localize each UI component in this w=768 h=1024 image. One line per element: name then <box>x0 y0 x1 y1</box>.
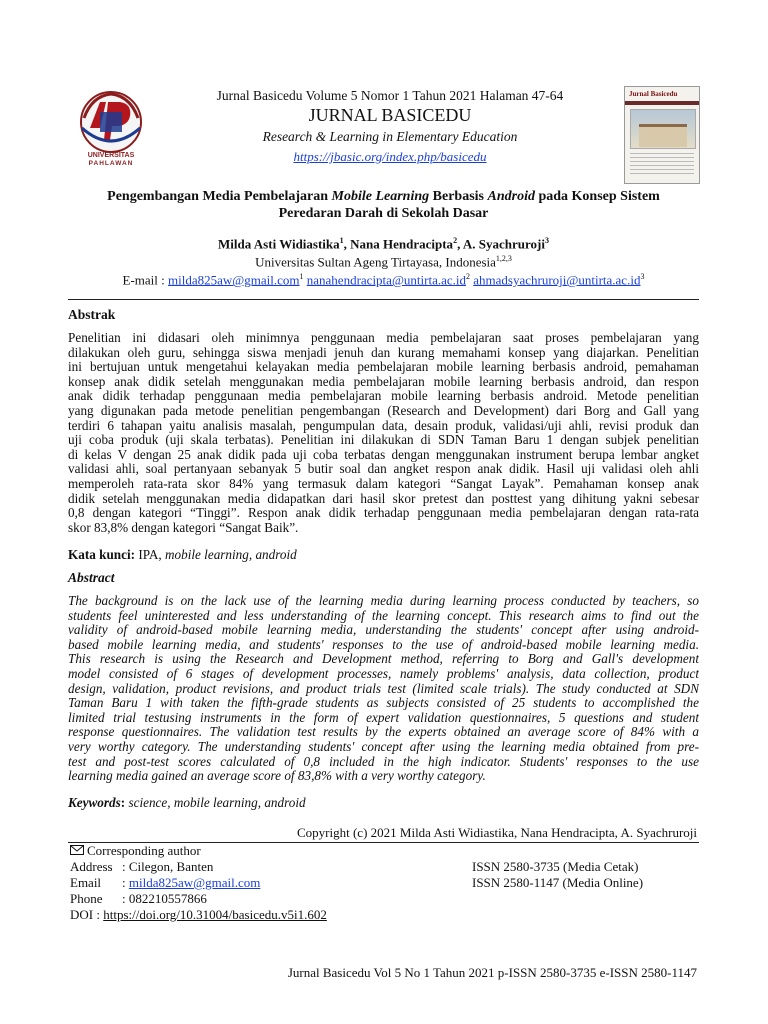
divider-top <box>68 299 699 300</box>
doi-link[interactable]: https://doi.org/10.31004/basicedu.v5i1.602 <box>103 907 327 922</box>
title-ital1: Mobile Learning <box>331 189 430 204</box>
copyright: Copyright (c) 2021 Milda Asti Widiastika, Nana Hendracipta, A. Syachruroji <box>297 825 697 840</box>
title-ital2: Android <box>487 189 535 204</box>
email-row <box>70 875 260 891</box>
abstract-line: This research is using the Research and Development method, referring to Borg and Gall's development <box>68 652 699 667</box>
university-logo <box>70 88 152 172</box>
email-row-label: Email <box>70 875 102 890</box>
author2: Nana Hendracipta <box>350 236 454 252</box>
running-footer: Jurnal Basicedu Vol 5 No 1 Tahun 2021 p-ISSN 2580-3735 e-ISSN 2580-1147 <box>287 965 697 980</box>
abstrak-line: 0,8 dengan kategori “Tinggi”. Respon anak didik terhadap penggunaan media pembelajaran dengan rata-rata <box>68 506 699 521</box>
title-part3: pada Konsep Sistem <box>534 189 660 204</box>
cover-band <box>625 101 699 105</box>
author1: Milda Asti Widiastika <box>218 236 340 252</box>
keywords <box>68 795 699 811</box>
phone-value: : 082210557866 <box>122 891 207 906</box>
abstract-line: The background is on the lack use of the learning media during learning process conducted by teachers, so <box>68 594 699 608</box>
cover-title: Jurnal Basicedu <box>629 90 678 98</box>
abstract-line: students feel uninterested and less understanding of the learning concept. This research aims to find out the <box>68 608 699 623</box>
email1-sup: 1 <box>299 272 304 281</box>
corresponding-author <box>70 843 201 859</box>
affiliation <box>68 254 699 270</box>
abstrak-line: dilakukan oleh guru, sehingga siswa menjadi jenuh dan kurang memahami konsep yang diajarkan. Penelitian <box>68 345 699 360</box>
abstract-body <box>68 594 699 784</box>
phone-row <box>70 891 207 907</box>
kata-kunci <box>68 547 699 563</box>
email-label: E-mail : <box>122 272 169 288</box>
abstract-line: very worthy category. The understanding students' concept after using the learning media obtained from pre- <box>68 739 699 754</box>
tagline: Research & Learning in Elementary Education <box>262 129 518 144</box>
abstract-line: limited trial testusing instruments in the form of expert validation questionnaires, 5 questions and student <box>68 710 699 725</box>
envelope-icon <box>70 845 84 855</box>
email3-sup: 3 <box>640 272 645 281</box>
author3-sup: 3 <box>544 236 549 245</box>
abstract-heading: Abstract <box>68 570 115 585</box>
keywords-colon: : <box>120 795 126 810</box>
keywords-label: Keywords <box>68 795 121 810</box>
kata-kunci-label: Kata kunci: <box>68 547 136 562</box>
address-value: : Cilegon, Banten <box>122 859 214 874</box>
address-row <box>70 859 213 875</box>
affiliation-text: Universitas Sultan Ageng Tirtayasa, Indonesia <box>255 254 496 270</box>
abstract-line: design, validation, product revisions, and product trials test (limited scale trials). The study conducted at SDN <box>68 681 699 696</box>
phone-label: Phone <box>70 891 103 906</box>
author1-sup: 1 <box>339 236 344 245</box>
doi-label: DOI : <box>70 907 104 922</box>
abstract-line: Taman Baru 1 with taken the fifth-grade students as subjects consisted of 25 students to accomplished the <box>68 696 699 711</box>
authors: Milda Asti Widiastika$^1$, Nana Hendracipta$^2$, A. Syachruroji$^3$ <box>218 236 549 252</box>
title-part2: Berbasis <box>429 189 488 204</box>
abstrak-line: di kelas V dengan 25 anak didik pada uji coba terbatas dengan menggunakan instrument berupa lembar angket <box>68 447 699 462</box>
abstrak-line: yang digunakan pada metode penelitian pengembangan (Research and Development) dari Borg and Gall yang <box>68 403 699 418</box>
abstrak-line: konsep anak didik setelah menggunakan media pembelajaran mobile learning berbasis android, dan respon <box>68 374 699 389</box>
author3: A. Syachruroji <box>462 236 545 252</box>
address-label: Address <box>70 859 113 874</box>
issn-online: ISSN 2580-1147 (Media Online) <box>472 875 644 890</box>
abstrak-heading: Abstrak <box>68 307 116 322</box>
journal-name: JURNAL BASICEDU <box>308 105 472 125</box>
abstract-line: test and post-test scores calculated of 0,8 included in the high indicator. Students' responses to the use <box>68 754 699 769</box>
corresponding-label: Corresponding author <box>87 843 201 858</box>
email-row-colon: : <box>122 875 129 890</box>
keywords-text: science, mobile learning, android <box>125 795 306 810</box>
title-part1: Pengembangan Media Pembelajaran <box>107 189 332 204</box>
abstrak-line: skor 83,8% dengan kategori “Sangat Baik”. <box>68 520 299 535</box>
abstract-line: learning media gained an average score of 83,8% with a very worthy category. <box>68 769 486 784</box>
abstract-line: based mobile learning media, and students' responses to the use of android-based mobile learning media. <box>68 637 699 652</box>
cover-lines <box>630 153 694 175</box>
email1-link[interactable]: milda825aw@gmail.com <box>168 272 300 288</box>
abstract-line: validity of android-based mobile learning media, understanding the students' concept after using android- <box>68 623 699 638</box>
abstrak-body <box>68 331 699 535</box>
affiliation-sup: 1,2,3 <box>495 254 512 263</box>
cover-photo <box>630 109 696 149</box>
abstract-line: model consisted of 6 stages of development processes, namely problems' analysis, data collection, product <box>68 666 699 681</box>
abstrak-line: ini bertujuan untuk mengetahui kelayakan media pembelajaran mobile learning berbasis android, pemahaman <box>68 360 699 375</box>
email2-link[interactable]: nanahendracipta@untirta.ac.id <box>306 272 466 288</box>
abstrak-line: terdiri 6 tahapan yaitu analisis masalah, pengumpulan data, desain produk, validasi/uji ahli, revisi produk dan <box>68 418 699 433</box>
article-title <box>68 188 699 222</box>
kata-kunci-ital: mobile learning, android <box>164 547 297 562</box>
journal-url-link[interactable]: https://jbasic.org/index.php/basicedu <box>293 149 487 164</box>
abstrak-line: uji coba produk (uji skala terbatas). Penelitian ini dilakukan di SDN Taman Baru 1 dengan subjek penelitian <box>68 433 699 448</box>
corresponding-email-link[interactable]: milda825aw@gmail.com <box>128 875 261 890</box>
author2-sup: 2 <box>453 236 458 245</box>
journal-line: Jurnal Basicedu Volume 5 Nomor 1 Tahun 2021 Halaman 47-64 <box>216 88 564 103</box>
abstrak-line: validasi ahli, soal pertanyaan sebanyak 5 butir soal dan angket respon anak didik. Hasil uji validasi oleh ahli <box>68 462 699 477</box>
title-line2: Peredaran Darah di Sekolah Dasar <box>278 206 489 221</box>
abstrak-line: Penelitian ini didasari oleh minimnya penggunaan media pembelajaran saat proses pembelajaran yang <box>68 331 699 345</box>
kata-kunci-plain: IPA, <box>135 547 165 562</box>
abstrak-line: anak didik terhadap penggunaan media pembelajaran mobile learning berbasis android. Metode penelitian <box>68 389 699 404</box>
abstrak-line: didik setelah menggunakan media didapatkan dari hasil skor pretest dan posttest yang dihitung yakni sebesar <box>68 491 699 506</box>
email3-link[interactable]: ahmadsyachruroji@untirta.ac.id <box>473 272 641 288</box>
email-line <box>68 272 699 288</box>
issn-print: ISSN 2580-3735 (Media Cetak) <box>472 859 639 874</box>
logo-text-bottom: PAHLAWAN <box>88 160 134 167</box>
logo-text-top: UNIVERSITAS <box>87 152 135 159</box>
journal-cover-thumbnail <box>624 86 700 184</box>
email2-sup: 2 <box>466 272 470 281</box>
abstrak-line: memperoleh rata-rata skor 84% yang termasuk dalam kategori “Sangat Layak”. Pemahaman konsep anak <box>68 476 699 491</box>
abstract-line: response questionnaires. The validation test results by the experts obtained an average score of 84% with a <box>68 725 699 740</box>
doi-row <box>70 907 327 923</box>
